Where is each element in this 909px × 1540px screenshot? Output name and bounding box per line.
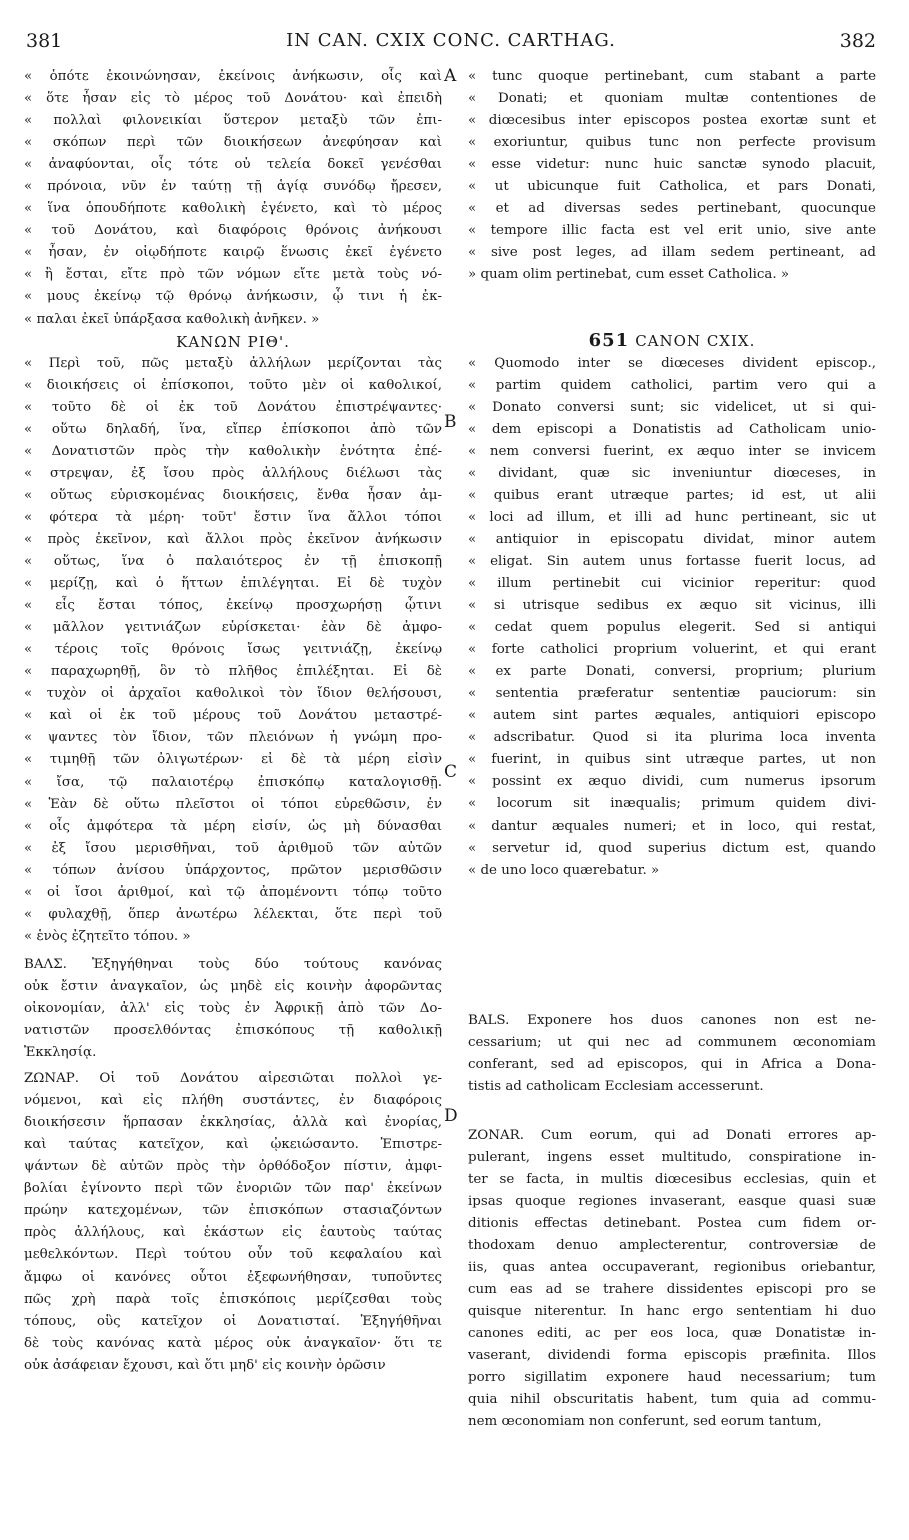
text-line: « adscribatur. Quod si ita plurima loca inventa	[468, 730, 876, 746]
latin-zonar-commentary	[468, 1125, 876, 1434]
text-line: « οὕτως, ἵνα ὁ παλαιότερος ἐν τῇ ἐπισκοπῇ	[24, 554, 442, 570]
text-line: « παραχωρηθῇ, ὃν τὸ πλῆθος ἐπιλέξηται. Εἰ δὲ	[24, 664, 442, 680]
text-line: διοικήσεσιν ἥρπασαν ἐκκλησίας, ἀλλὰ καὶ ἐνορίας,	[24, 1115, 442, 1131]
text-line: thodoxam denuo amplecterentur, controversiæ de	[468, 1238, 876, 1254]
text-line: « στρεψαν, ἐξ ἴσου πρὸς ἀλλήλους διέλωσι τὰς	[24, 465, 442, 481]
text-line: « nem conversi fuerint, ex æquo inter se invicem	[468, 443, 876, 459]
text-line: καὶ ταύτας κατεῖχον, καὶ ᾠκειώσαντο. Ἐπιστρε-	[24, 1137, 442, 1153]
text-line: tistis ad catholicam Ecclesiam accesserunt.	[468, 1078, 764, 1094]
text-line: « servetur id, quod superius dictum est, quando	[468, 840, 876, 856]
text-line: « illum pertinebit cui vicinior reperitur: quod	[468, 575, 876, 591]
text-line: « Περὶ τοῦ, πῶς μεταξὺ ἀλλήλων μερίζονται τὰς	[24, 355, 442, 371]
text-line: τόπους, οὓς κατεῖχον οἱ Δονατισταί. Ἐξηγήθῆναι	[24, 1313, 442, 1329]
text-line: « Ἐὰν δὲ οὕτω πλεῖστοι οἱ τόποι εὑρεθῶσιν, ἐν	[24, 796, 442, 812]
margin-letter-d: D	[444, 1106, 458, 1126]
text-line: « οὕτω δηλαδή, ἵνα, εἴπερ ἐπίσκοποι ἀπὸ τῶν	[24, 421, 442, 437]
text-line: « et ad diversas sedes pertinebant, quocunque	[468, 201, 876, 217]
text-line: « antiquior in episcopatu dividat, minor autem	[468, 531, 876, 547]
text-line: « τιμηθῇ τῶν ὀλιγωτέρων· εἰ δὲ τὰ μέρη εἰσὶν	[24, 752, 442, 768]
text-line: « cedat quem populus elegerit. Sed si antiqui	[468, 620, 876, 636]
text-line: « de uno loco quærebatur. »	[468, 862, 660, 878]
text-line: nem œconomiam non conferunt, sed eorum tantum,	[468, 1414, 822, 1430]
text-line: « οὕτως εὑρισκομένας διοικήσεις, ἔνθα ἦσαν ἀμ-	[24, 487, 442, 503]
text-line: « possint ex æquo dividi, cum numerus ipsorum	[468, 774, 876, 790]
text-line: ipsas quoque regiones invaserant, easque quasi suæ	[468, 1193, 876, 1209]
text-line: ἄμφω οἱ κανόνες οὗτοι ἐξεφωνήθησαν, τυποῦντες	[24, 1269, 442, 1285]
text-line: « ἴσα, τῷ παλαιοτέρῳ ἐπισκόπῳ καταλογισθῇ.	[24, 774, 442, 790]
text-line: ΖΩΝΑΡ. Οἱ τοῦ Δονάτου αἱρεσιῶται πολλοὶ γε-	[24, 1071, 442, 1087]
text-line: « partim quidem catholici, partim vero qui a	[468, 377, 876, 393]
text-line: « μερίζῃ, καὶ ὁ ἥττων ἐπιλέγηται. Εἰ δὲ τυχὸν	[24, 576, 442, 592]
greek-text-top	[24, 66, 442, 331]
text-line: « μᾶλλον γειτνιάζων εὑρίσκεται· ἐὰν δὲ ἀμφο-	[24, 620, 442, 636]
text-line: ditionis effectas detinebant. Postea cum fidem or-	[468, 1216, 876, 1232]
text-line: ter se facta, in multis diœcesibus ecclesias, quin et	[468, 1171, 876, 1187]
page-number-left: 381	[26, 30, 63, 52]
text-line: βολίαι ἐγίνοντο περὶ τῶν ἐνοριῶν τῶν παρ' ἐκείνων	[24, 1181, 442, 1197]
text-line: « dantur æquales numeri; et in loco, qui restat,	[468, 818, 876, 834]
text-line: « τοῦ Δονάτου, καὶ διαφόροις θρόνοις ἀνήκουσι	[24, 223, 442, 239]
text-line: « καὶ οἱ ἐκ τοῦ μέρους τοῦ Δονάτου μεταστρέ-	[24, 708, 442, 724]
greek-bals-commentary	[24, 954, 442, 1064]
text-line: « loci ad illum, et illi ad hunc pertineant, sic ut	[468, 509, 876, 525]
text-line: quisque niterentur. In hanc ergo sententiam hi duo	[468, 1304, 876, 1320]
latin-canon-text	[468, 353, 876, 882]
margin-letter-c: C	[444, 762, 458, 782]
text-line: « ἐξ ἴσου μερισθῆναι, τοῦ ἀριθμοῦ τῶν αὐτῶν	[24, 840, 442, 856]
text-line: « εἷς ἔσται τόπος, ἐκείνῳ προσχωρήσῃ ᾧτινι	[24, 598, 442, 614]
text-line: « ἀναφύονται, οἷς τότε οὐ τελεία δοκεῖ γενέσθαι	[24, 157, 442, 173]
text-line: « οἱ ἴσοι ἀριθμοί, καὶ τῷ ἀπομένοντι τόπῳ τοῦτο	[24, 884, 442, 900]
page-header	[26, 30, 876, 56]
text-line: « φότερα τὰ μέρη· τοῦτ' ἔστιν ἵνα ἄλλοι τόποι	[24, 509, 442, 525]
text-line: cum eas ad se trahere dissidentes episcopi pro se	[468, 1282, 876, 1298]
text-line: « οἷς ἀμφότερα τὰ μέρη εἰσίν, ὡς μὴ δύνασθαι	[24, 818, 442, 834]
text-line: νόμενοι, καὶ εἰς πλήθη συστάντες, ἐν διαφόροις	[24, 1093, 442, 1109]
text-line: οὐκ ἔστιν ἀναγκαῖον, ὡς μηδὲ εἰς κοινὴν ἀφορῶντας	[24, 978, 442, 994]
text-line: « μους ἐκείνῳ τῷ θρόνῳ ἀνήκωσιν, ᾧ τινι ἡ ἐκ-	[24, 289, 442, 305]
text-line: « dem episcopi a Donatistis ad Catholicam unio-	[468, 421, 876, 437]
text-line: ψάντων δὲ αὐτῶν πρὸς τὴν ὀρθόδοξον πίστιν, ἀμφι-	[24, 1159, 442, 1175]
text-line: « σκόπων περὶ τῶν διοικήσεων ἀνεφύησαν καὶ	[24, 135, 442, 151]
text-line: νατιστῶν προσελθόντας ἐπισκόπους τῇ καθολικῇ	[24, 1023, 442, 1039]
text-line: cessarium; ut qui nec ad communem œconomiam	[468, 1034, 876, 1050]
text-line: conferant, sed ad episcopos, qui in Africa a Dona-	[468, 1056, 876, 1072]
latin-bals-commentary	[468, 1010, 876, 1098]
text-line: « πολλαὶ φιλονεικίαι ὕστερον μεταξὺ τῶν ἐπι-	[24, 113, 442, 129]
margin-letter-a: A	[444, 66, 457, 86]
text-line: πρώην κατεχομένων, τῶν ἐπισκόπων στασιαζόντων	[24, 1203, 442, 1219]
text-line: « autem sint partes æquales, antiquiori episcopo	[468, 708, 876, 724]
latin-text-top	[468, 66, 876, 286]
text-line: « τόπων ἀνίσου ὑπάρχοντος, πρῶτον μερισθῶσιν	[24, 862, 442, 878]
text-line: Ἐκκλησίᾳ.	[24, 1045, 97, 1061]
right-column-latin	[468, 66, 876, 1433]
text-line: « tempore illic facta est vel erit unio, sive ante	[468, 223, 876, 239]
text-line: « ex parte Donati, conversi, proprium; plurium	[468, 664, 876, 680]
text-line: « Δονατιστῶν πρὸς τὴν καθολικὴν ἑνότητα ἐπέ-	[24, 443, 442, 459]
text-line: ZONAR. Cum eorum, qui ad Donati errores ap-	[468, 1127, 876, 1143]
text-line: « exoriuntur, quibus tunc non perfecte provisum	[468, 135, 876, 151]
text-line: « ἵνα ὁπουδήποτε καθολικὴ ἐγένετο, καὶ τὸ μέρος	[24, 201, 442, 217]
text-line: « πρὸς ἐκεῖνον, καὶ ἄλλοι πρὸς ἐκεῖνον ἀνήκωσιν	[24, 531, 442, 547]
running-title: IN CAN. CXIX CONC. CARTHAG.	[286, 30, 616, 51]
text-line: δὲ τοὺς κανόνας κατὰ μέρος οὐκ ἀναγκαῖον· ὅτι τε	[24, 1335, 442, 1351]
text-line: « quibus erant utræque partes; id est, ut alii	[468, 487, 876, 503]
text-line: quia nihil obscuritatis habent, tum quia ad commu-	[468, 1392, 876, 1408]
text-line: « fuerint, in quibus sint utræque partes, ut non	[468, 752, 876, 768]
text-line: μεθελκόντων. Περὶ τούτου οὖν τοῦ κεφαλαίου καὶ	[24, 1247, 442, 1263]
text-line: « πρόνοια, νῦν ἐν ταύτῃ τῇ ἁγίᾳ συνόδῳ ἤρεσεν,	[24, 179, 442, 195]
text-line: « dividant, quæ sic inveniuntur diœceses, in	[468, 465, 876, 481]
text-line: « ψαντες τὸν ἴδιον, τῶν πλειόνων ἡ γνώμη προ-	[24, 730, 442, 746]
text-line: « locorum sit inæqualis; primum quidem divi-	[468, 796, 876, 812]
text-line: « τυχὸν οἱ ἀρχαῖοι καθολικοὶ τὸν ἴδιον θελήσουσι,	[24, 686, 442, 702]
text-line: BALS. Exponere hos duos canones non est ne-	[468, 1012, 876, 1028]
margin-letter-b: B	[444, 412, 457, 432]
text-line: πῶς χρὴ παρὰ τοῖς ἐπισκόποις μερίζεσθαι τοὺς	[24, 1291, 442, 1307]
page-number-right: 382	[839, 30, 876, 52]
text-line: « τοῦτο δὲ οἱ ἐκ τοῦ Δονάτου ἐπιστρέψαντες·	[24, 399, 442, 415]
text-line: « ἢ ἔσται, εἴτε πρὸ τῶν νόμων εἴτε μετὰ τοὺς νό-	[24, 267, 442, 283]
latin-canon-heading: CANON CXIX.	[635, 332, 756, 351]
text-line: « Donati; et quoniam multæ contentiones de	[468, 91, 876, 107]
text-line: « sententia præferatur sententiæ pauciorum: sin	[468, 686, 876, 702]
text-line: « τέροις τοῖς θρόνοις ἴσως γειτνιάζῃ, ἐκείνῳ	[24, 642, 442, 658]
latin-canon-heading-row	[468, 330, 876, 352]
text-line: πρὸς ἀλλήλους, καὶ ἑκάστων εἰς ἑαυτοὺς ταύτας	[24, 1225, 442, 1241]
text-line: οἰκονομίαν, ἀλλ' εἰς τοὺς ἐν Ἀφρικῇ ἀπὸ τῶν Δο-	[24, 1000, 442, 1016]
text-line: « ὅτε ἦσαν εἰς τὸ μέρος τοῦ Δονάτου· καὶ ἐπειδὴ	[24, 91, 442, 107]
greek-canon-heading: ΚΑΝΩΝ ΡΙΘ'.	[176, 332, 290, 351]
text-line: iis, quas antea occupaverant, regionibus oriebantur,	[468, 1260, 876, 1276]
text-line: vaserant, dividendi forma episcopis præfinita. Illos	[468, 1348, 876, 1364]
text-line: « forte catholici proprium voluerint, et qui erant	[468, 642, 876, 658]
text-line: οὐκ ἀσάφειαν ἔχουσι, καὶ ὅτι μηδ' εἰς κοινὴν ὁρῶσιν	[24, 1357, 386, 1373]
greek-zonar-commentary	[24, 1068, 442, 1377]
text-line: « Quomodo inter se diœceses divident episcop.,	[468, 355, 876, 371]
text-line: « διοικήσεις οἱ ἐπίσκοποι, τοῦτο μὲν οἱ καθολικοί,	[24, 377, 442, 393]
greek-canon-text	[24, 353, 442, 948]
text-line: « esse videtur: nunc huic sanctæ synodo placuit,	[468, 157, 876, 173]
text-line: « ut ubicunque fuit Catholica, et pars Donati,	[468, 179, 876, 195]
text-line: « diœcesibus inter episcopos postea exortæ sunt et	[468, 113, 876, 129]
text-line: « ἑνὸς ἐζητεῖτο τόπου. »	[24, 928, 191, 944]
text-line: « sive post leges, ad illam sedem pertineant, ad	[468, 245, 876, 261]
text-line: « παλαι ἐκεῖ ὑπάρξασα καθολικὴ ἀνῆκεν. »	[24, 311, 320, 327]
text-line: pulerant, ingens esset multitudo, conspiratione in-	[468, 1149, 876, 1165]
text-line: « φυλαχθῇ, ὅπερ ἀνωτέρω λέλεκται, ὅτε περὶ τοῦ	[24, 906, 442, 922]
canon-number: 651	[588, 330, 630, 352]
text-line: « eligat. Sin autem unus fortasse fuerit locus, ad	[468, 553, 876, 569]
text-line: ΒΑΛΣ. Ἐξηγήθηναι τοὺς δύο τούτους κανόνας	[24, 956, 442, 972]
left-column-greek	[24, 66, 442, 1377]
text-line: canones editi, ac per eos loca, quæ Donatistæ in-	[468, 1326, 876, 1342]
text-line: « si utrisque sedibus ex æquo sit vicinus, illi	[468, 598, 876, 614]
text-line: « ἦσαν, ἐν οἱῳδήποτε καιρῷ ἕνωσις ἐκεῖ ἐγένετο	[24, 245, 442, 261]
text-line: « ὁπότε ἐκοινώνησαν, ἐκείνοις ἀνήκωσιν, οἷς καὶ	[24, 69, 442, 84]
text-line: « tunc quoque pertinebant, cum stabant a parte	[468, 69, 876, 84]
text-line: porro sigillatim exponere haud necessarium; tum	[468, 1370, 876, 1386]
text-line: « Donato conversi sunt; sic videlicet, ut si qui-	[468, 399, 876, 415]
text-line: » quam olim pertinebat, cum esset Catholica. »	[468, 267, 790, 283]
